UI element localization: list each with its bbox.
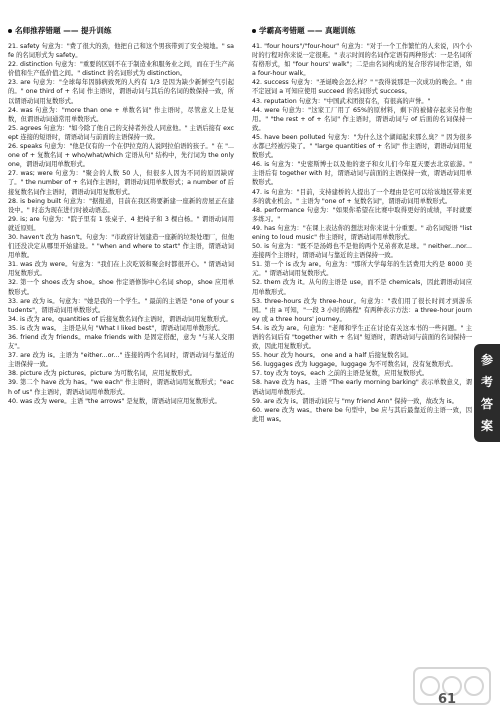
answer-entry: 49. has 句意为："在课上表达你的想法对你来说十分重要。" 动名词短语 "listening to loud music" 作主语时，谓语动词用单数形式。 <box>252 224 472 241</box>
answer-entry: 28. is being built 句意为："据报道，目前在我区将要新建一座新的房屋正在建设中。" 时态为现在进行时被动语态。 <box>8 197 234 214</box>
answer-entry: 43. reputation 句意为："中国武术团很有名，有很高的声誉。" <box>252 97 431 105</box>
answer-entry: 50. is 句意为："既不是汤姆也不是他的两个兄弟喜欢足球。" neither...nor... 连接两个主语时，谓语动词与靠近的主语保持一致。 <box>252 243 472 260</box>
left-column-subtitle: —— 提升训练 <box>63 26 112 35</box>
answer-entry: 38. picture 改为 pictures。picture 为可数名词，应用复数形式。 <box>8 370 197 378</box>
answer-entry: 27. was; were 句意为："聚会的人数 50 人，但很多人因为不同的原因缺席了。" the number of + 名词作主语时，谓语动词用单数形式；a number of 后接复数名词作主语时，谓语动词用复数形式。 <box>8 170 234 196</box>
left-column <box>8 24 234 695</box>
answer-entry: 31. was 改为 were。句意为："我们在上次吃饭和聚会时都很开心。" 谓语动词用复数形式。 <box>8 261 234 278</box>
side-tab-char: 案 <box>480 419 493 433</box>
answer-key-tab <box>474 344 500 442</box>
answer-entry: 51. 第一个 is 改为 are。句意为："那所大学每年的生活费用大约是 8000 美元。" 谓语动词用复数形式。 <box>252 261 472 278</box>
answer-entry: 22. distinction 句意为："重要的区别不在于制造业和服务业之间，而在于生产高价值和生产低价值之间。" distinct 的名词形式为 distinction。 <box>8 61 234 78</box>
answer-entry: 33. are 改为 is。句意为："她是我的一个学生。" 最前的主语是 "one of your students"，谓语动词用单数形式。 <box>8 297 234 314</box>
answer-entry: 47. is 句意为："目前，支持建桥的人提出了一个理由是它可以给该地区带来更多的就业机会。" 主语为 "one of + 复数名词"，谓语动词用单数形式。 <box>252 188 472 205</box>
answer-entry: 60. were 改为 was。there be 句型中，be 应与其后最靠近的主语一致，因此用 was。 <box>252 406 472 423</box>
answer-entry: 24. was 句意为："more than one + 单数名词" 作主语时，尽管意义上是复数，但谓语动词通常用单数形式。 <box>8 106 234 123</box>
answer-entry: 36. friend 改为 friends。make friends with 是固定搭配，意为 "与某人交朋友"。 <box>8 334 234 351</box>
answer-entry: 42. success 句意为："圣诞晚会怎么样？" "我得说那是一次成功的晚会。" 由不定冠词 a 可知应使用 succeed 的名词形式 success。 <box>252 79 472 96</box>
answer-entry: 34. is 改为 are。quantities of 后接复数名词作主语时，谓语动词用复数形式。 <box>8 315 232 323</box>
answer-entry: 21. safety 句意为："费了很大的劲，他把自己和这个男孩带到了安全境地。" safe 的名词形式为 safety。 <box>8 43 234 60</box>
answer-entry: 30. haven't 改为 hasn't。句意为："市政府计划建造一座新的垃圾处理厂，但他们还没决定从哪里开始建设。" "when and where to start" 作主语，谓语动词用单数。 <box>8 233 234 260</box>
answer-entry: 48. performance 句意为："如果你希望在比赛中取得更好的成绩，平时就要多练习。" <box>252 206 472 223</box>
answer-entry: 29. is; are 句意为："院子里有 1 张桌子、4 把椅子和 3 棵白杨。" 谓语动词用就近原则。 <box>8 215 234 232</box>
page-number: 61 <box>438 692 457 707</box>
answer-entry: 32. 第一个 shoes 改为 shoe。shoe 作定语修饰中心名词 shop，shoe 应用单数形式。 <box>8 279 234 296</box>
left-entries <box>8 42 234 406</box>
answer-entry: 53. three-hours 改为 three-hour。句意为："我们用了很长时间才到游乐园。" 由 a 可知，"一段 3 小时的路程" 有两种表示方法：a three-hour journey 或 a three hours' journey。 <box>252 297 472 323</box>
answer-entry: 40. was 改为 were。主语 "the arrows" 是复数，谓语动词应用复数形式。 <box>8 397 221 405</box>
side-tab-char: 答 <box>480 397 493 411</box>
answer-entry: 23. are 句意为："全球每年因肺病致死的人约有 1/3 是因为缺少新鲜空气引起的。" one third of + 名词 作主语时，谓语动词与其后的名词的数保持一致，所以谓语动词用复数形式。 <box>8 79 234 105</box>
answer-entry: 25. agrees 句意为："如今除了他自己的支持者外没人同意他。" 主语后接有 except 连接的短语时，谓语动词与前面的主语保持一致。 <box>8 124 234 141</box>
left-column-header <box>8 24 234 38</box>
right-column <box>252 24 472 695</box>
left-column-title: 名师推荐错题 <box>15 26 61 35</box>
answer-entry: 55. hour 改为 hours。 one and a half 后接复数名词。 <box>252 352 413 360</box>
answer-entry: 41. "four hours"/"four-hour" 句意为："对于一个工作繁忙的人来说，四个小时的行程对你来说一定很难。" 表示时间的名词作定语有两种形式：一是名词所有格形式，如 "four hours' walk"；二是由名词构成的复合形容词作定语，如 a four-hour walk。 <box>252 43 472 78</box>
answer-entry: 26. speaks 句意为："他是仅有的一个在伊拉克的人说阿拉伯语的孩子。" 在 "...one of + 复数名词 + who/what/which 定语从句" 结构中，先行词为 the only one，谓语动词用单数形式。 <box>8 143 234 169</box>
answer-entry: 52. them 改为 it。从句的主语是 use，而不是 chemicals，因此谓语动词应用单数形式。 <box>252 279 472 296</box>
side-tab-char: 参 <box>480 353 493 367</box>
answer-entry: 58. have 改为 has。主语 "The early morning barking" 表示单数意义，谓语动词用单数形式。 <box>252 379 472 396</box>
answer-entry: 45. have been polluted 句意为："为什么这个湖闻起来那么臭？" 因为很多水都已经被污染了。" "large quantities of + 名词" 作主语时，谓语动词用复数形式。 <box>252 133 472 160</box>
answer-entry: 35. is 改为 was。 主语是从句 "What I liked best"，谓语动词用单数形式。 <box>8 324 224 332</box>
answer-entry: 44. were 句意为："这家工厂用了 65%的原材料，剩下的被储存起来另作他用。" "the rest + of + 名词" 作主语时，谓语动词与 of 后面的名词保持一致。 <box>252 106 472 132</box>
answer-entry: 59. are 改为 is。谓语动词应与 "my friend Ann" 保持一致，故改为 is。 <box>252 397 458 405</box>
right-column-title: 学霸高考错题 <box>259 26 305 35</box>
answer-entry: 54. is 改为 are。句意为："老师和学生正在讨论有关这本书的一些问题。" 主语的名词后有 "together with + 名词" 短语时，谓语动词与前面的名词保持一致，因此用复数形式。 <box>252 324 472 351</box>
bullet-icon <box>8 29 12 33</box>
side-tab-char: 考 <box>480 375 493 389</box>
right-column-header <box>252 24 472 38</box>
answer-entry: 57. toy 改为 toys。each 之前的主语是复数，应用复数形式。 <box>252 370 429 378</box>
bullet-icon <box>252 29 256 33</box>
answer-entry: 56. luggages 改为 luggage。luggage 为不可数名词，没有复数形式。 <box>252 361 457 369</box>
right-column-subtitle: —— 真题训练 <box>307 26 356 35</box>
answer-entry: 37. are 改为 is。主语为 "either...or..." 连接的两个名词时，谓语动词与靠近的主语保持一致。 <box>8 352 234 369</box>
answer-entry: 46. is 句意为："史密斯博士以及他的妻子和女儿们今年夏天要去北京旅游。" 主语后有 together with 时，谓语动词与前面的主语保持一致，谓语动词用单数形式。 <box>252 161 472 187</box>
right-entries <box>252 42 472 424</box>
answer-entry: 39. 第二个 have 改为 has。"we each" 作主语时，谓语动词用复数形式；"each of us" 作主语时，谓语动词用单数形式。 <box>8 379 234 396</box>
